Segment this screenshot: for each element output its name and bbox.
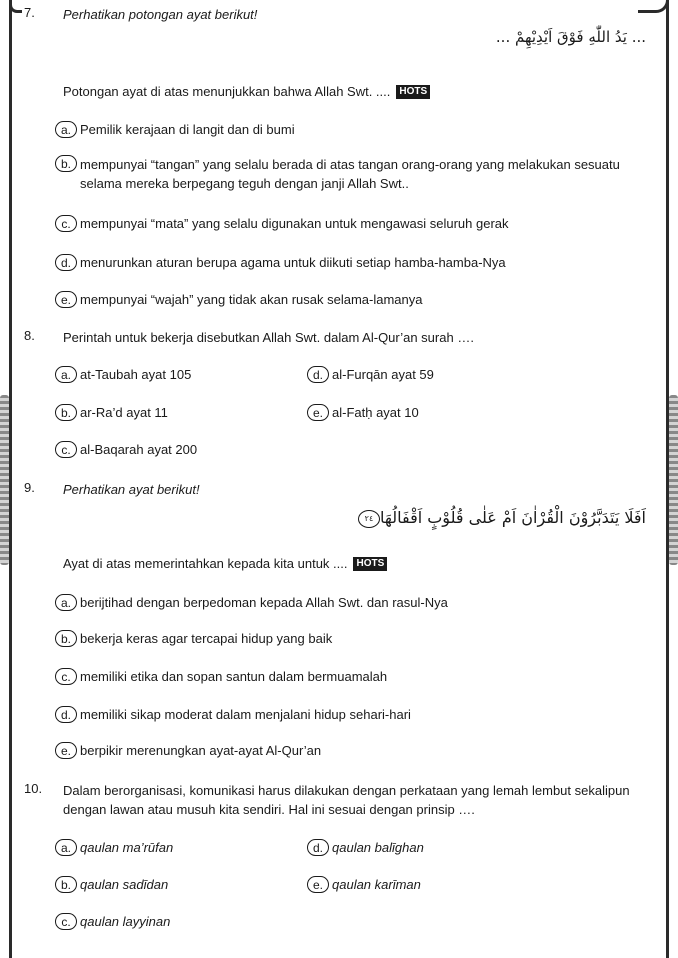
q7-option-d[interactable]	[55, 252, 506, 272]
q8-option-c[interactable]	[55, 439, 197, 459]
q9-option-a[interactable]	[55, 592, 448, 612]
ayah-end-marker: ٢٤	[358, 510, 380, 528]
q10-number: 10.	[24, 781, 43, 796]
option-letter-badge: e.	[55, 291, 77, 308]
option-letter-badge: d.	[307, 839, 329, 856]
option-letter-badge: c.	[55, 913, 77, 930]
page-frame-left	[9, 0, 12, 958]
page-frame-corner-left	[9, 0, 22, 13]
q9-option-e[interactable]	[55, 740, 321, 760]
option-letter-badge: c.	[55, 441, 77, 458]
q8-option-b[interactable]	[55, 402, 168, 422]
q7-option-b[interactable]	[55, 155, 650, 193]
option-text: qaulan balīghan	[332, 840, 424, 856]
q9-option-d[interactable]	[55, 704, 411, 724]
q9-instruction: Perhatikan ayat berikut!	[63, 482, 200, 497]
q9-arabic-verse	[354, 508, 646, 528]
option-text: memiliki etika dan sopan santun dalam bermuamalah	[80, 669, 388, 685]
option-letter-badge: c.	[55, 668, 77, 685]
page-frame-corner-right	[638, 0, 669, 13]
q10-option-d[interactable]	[307, 837, 424, 857]
q10-option-a[interactable]	[55, 837, 173, 857]
q9-number: 9.	[24, 480, 35, 495]
hots-badge: HOTS	[353, 557, 387, 571]
binder-rings-right	[669, 395, 678, 565]
option-letter-badge: e.	[307, 404, 329, 421]
q10-option-b[interactable]	[55, 874, 168, 894]
option-text: al-Furqān ayat 59	[332, 367, 434, 383]
option-text: menurunkan aturan berupa agama untuk diikuti setiap hamba-hamba-Nya	[80, 255, 506, 271]
q8-option-e[interactable]	[307, 402, 419, 422]
q10-option-e[interactable]	[307, 874, 421, 894]
q7-option-e[interactable]	[55, 289, 423, 309]
binder-rings-left	[0, 395, 9, 565]
option-text: mempunyai “tangan” yang selalu berada di atas tangan orang-orang yang melakukan sesuatu selama mereka berpegang teguh dengan janji Allah Swt..	[80, 157, 620, 191]
option-letter-badge: d.	[55, 706, 77, 723]
q8-option-a[interactable]	[55, 364, 191, 384]
q8-question: Perintah untuk bekerja disebutkan Allah Swt. dalam Al-Qur’an surah ….	[63, 330, 474, 345]
q9-option-c[interactable]	[55, 666, 387, 686]
q9-question-text: Ayat di atas memerintahkan kepada kita untuk ....	[63, 556, 348, 571]
q7-question	[63, 82, 430, 101]
option-text: qaulan karīman	[332, 877, 421, 893]
q7-instruction: Perhatikan potongan ayat berikut!	[63, 7, 258, 22]
option-letter-badge: b.	[55, 876, 77, 893]
option-text: memiliki sikap moderat dalam menjalani hidup sehari-hari	[80, 707, 411, 723]
option-text: bekerja keras agar tercapai hidup yang baik	[80, 631, 333, 647]
option-text: berpikir merenungkan ayat-ayat Al-Qur’an	[80, 743, 322, 759]
q7-option-c[interactable]	[55, 213, 509, 233]
q7-option-a[interactable]	[55, 119, 295, 139]
q9-arabic-text: اَفَلَا يَتَدَبَّرُوْنَ الْقُرْاٰنَ اَمْ عَلٰى قُلُوْبٍ اَقْفَالُهَا	[379, 508, 646, 527]
option-text: mempunyai “wajah” yang tidak akan rusak selama-lamanya	[80, 292, 423, 308]
option-text: al-Fatḥ ayat 10	[332, 405, 419, 421]
option-letter-badge: a.	[55, 366, 77, 383]
option-letter-badge: e.	[307, 876, 329, 893]
option-text: ar-Ra’d ayat 11	[80, 405, 168, 421]
option-text: qaulan ma’rūfan	[80, 840, 174, 856]
option-text: berijtihad dengan berpedoman kepada Allah Swt. dan rasul-Nya	[80, 595, 448, 611]
q7-question-text: Potongan ayat di atas menunjukkan bahwa Allah Swt. ....	[63, 84, 391, 99]
q8-option-d[interactable]	[307, 364, 434, 384]
q10-question: Dalam berorganisasi, komunikasi harus dilakukan dengan perkataan yang lemah lembut sekalipun dengan lawan atau musuh kita sendiri. Hal ini sesuai dengan prinsip ….	[63, 783, 630, 817]
q7-arabic-verse: ... يَدُ اللّٰهِ فَوْقَ اَيْدِيْهِمْ ...	[495, 28, 646, 46]
option-letter-badge: d.	[307, 366, 329, 383]
option-letter-badge: b.	[55, 404, 77, 421]
q9-question	[63, 554, 387, 573]
q10-option-c[interactable]	[55, 911, 170, 931]
option-letter-badge: a.	[55, 121, 77, 138]
q7-number: 7.	[24, 5, 35, 20]
option-text: mempunyai “mata” yang selalu digunakan untuk mengawasi seluruh gerak	[80, 216, 509, 232]
option-letter-badge: c.	[55, 215, 77, 232]
option-letter-badge: b.	[55, 155, 77, 172]
option-text: at-Taubah ayat 105	[80, 367, 192, 383]
option-letter-badge: d.	[55, 254, 77, 271]
option-letter-badge: b.	[55, 630, 77, 647]
option-letter-badge: a.	[55, 594, 77, 611]
q9-option-b[interactable]	[55, 628, 332, 648]
hots-badge: HOTS	[396, 85, 430, 99]
option-text: qaulan sadīdan	[80, 877, 169, 893]
option-letter-badge: a.	[55, 839, 77, 856]
option-text: qaulan layyinan	[80, 914, 171, 930]
option-text: Pemilik kerajaan di langit dan di bumi	[80, 122, 295, 138]
q8-number: 8.	[24, 328, 35, 343]
option-text: al-Baqarah ayat 200	[80, 442, 198, 458]
option-letter-badge: e.	[55, 742, 77, 759]
